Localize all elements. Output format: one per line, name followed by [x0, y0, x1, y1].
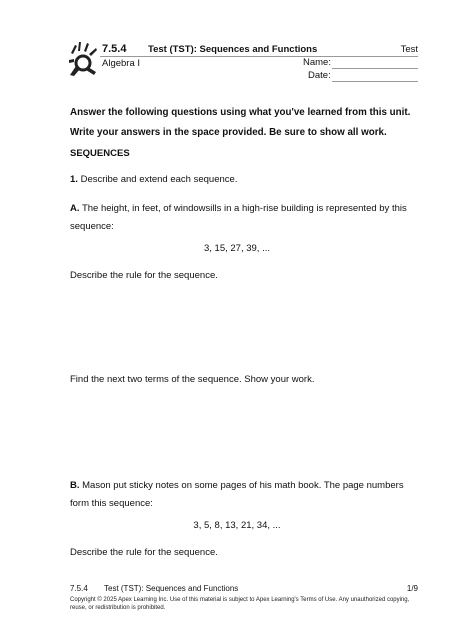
header-divider [100, 56, 418, 57]
question-1-number: 1. [70, 174, 78, 185]
section-title: SEQUENCES [70, 148, 130, 159]
part-b-sequence: 3, 5, 8, 13, 21, 34, ... [193, 520, 281, 531]
date-field[interactable] [332, 81, 418, 82]
question-1 [70, 174, 237, 185]
footer-unit-number: 7.5.4 [70, 584, 88, 593]
page-number: 1/9 [406, 584, 418, 593]
unit-number: 7.5.4 [102, 43, 127, 55]
part-a-describe-prompt: Describe the rule for the sequence. [70, 270, 218, 281]
name-field[interactable] [332, 68, 418, 69]
part-a-text: The height, in feet, of windowsills in a high-rise building is represented by this sequence: [70, 203, 407, 232]
question-1-text: Describe and extend each sequence. [80, 174, 238, 185]
copyright-notice: Copyright © 2025 Apex Learning Inc. Use of this material is subject to Apex Learning's Terms of Use. Any unauthorized copying, reuse, or redistribution is prohibited. [70, 597, 410, 611]
part-a-prompt [70, 200, 410, 236]
name-label: Name: [303, 57, 331, 68]
part-b-text: Mason put sticky notes on some pages of his math book. The page numbers form this sequence: [70, 480, 404, 509]
instructions: Answer the following questions using what you've learned from this unit. Write your answers in the space provided. Be sure to show all work. [70, 107, 411, 138]
date-label: Date: [308, 70, 331, 81]
apex-learning-logo-icon [68, 42, 98, 76]
footer-title: Test (TST): Sequences and Functions [104, 584, 239, 593]
part-a-sequence: 3, 15, 27, 39, ... [203, 243, 271, 254]
course-name: Algebra I [102, 58, 141, 69]
part-b-letter: B. [70, 480, 80, 491]
test-title: Test (TST): Sequences and Functions [148, 44, 318, 55]
part-a-find-prompt: Find the next two terms of the sequence. Show your work. [70, 374, 315, 385]
part-b-prompt [70, 477, 420, 513]
part-a-letter: A. [70, 203, 80, 214]
part-b-describe-prompt: Describe the rule for the sequence. [70, 547, 218, 558]
test-type-label: Test [400, 44, 418, 55]
